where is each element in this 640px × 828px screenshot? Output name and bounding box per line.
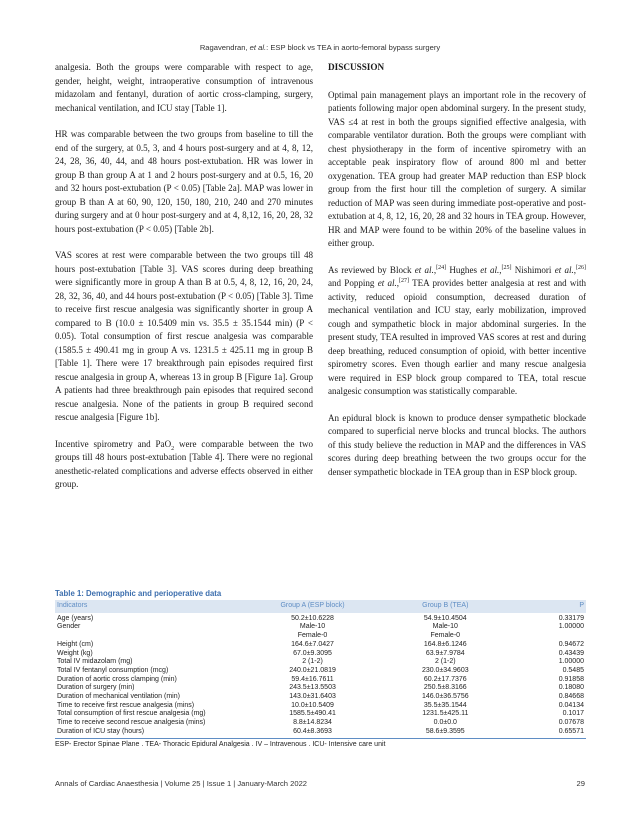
- table-cell: Time to receive first rescue analgesia (mins): [57, 701, 195, 709]
- table-row: [55, 719, 586, 728]
- table-cell: 164.6±7.0427: [291, 640, 334, 648]
- table-footnote: ESP- Erector Spinae Plane . TEA- Thoracic Epidural Analgesia . IV – Intravenous . ICU- Intensive care unit: [55, 740, 386, 748]
- right-column: [328, 61, 586, 492]
- table-cell: 10.0±10.5409: [291, 701, 334, 709]
- results-paragraph-2: HR was comparable between the two groups from baseline to till the end of the surgery, at 0.5, 3, and 4 hours post-surgery and at 4, 8, 12, 24, 28, 36, 40, 44, and 48 hours post-extubation. HR was lower in group B than group A at 1 and 2 hours post-surgery and at 0.5, 16, 20 and 32 hours post-extubation (P < 0.05) [Table 2a]. MAP was lower in group B than A at 60, 90, 120, 150, 180, 210, 240 and 270 minutes during surgery and at 0 hour post-surgery and at 4, 8,12, 16, 20, 28, 32 hours post-extubation (P < 0.05) [Table 2b].: [55, 129, 313, 234]
- demographic-table: [55, 600, 586, 739]
- table-cell: Female-0: [430, 632, 461, 640]
- table-cell: 1.00000: [558, 623, 584, 631]
- table-cell: 2 (1-2): [434, 658, 456, 666]
- table-cell: 2 (1-2): [302, 658, 323, 666]
- table-cell: Duration of ICU stay (hours): [55, 728, 246, 738]
- table-cell: Duration of mechanical ventilation (min): [57, 693, 180, 701]
- discussion-paragraph-1: Optimal pain management plays an important role in the recovery of patients following major open abdominal surgery. In the present study, VAS ≤4 at rest in both the groups signified effective analgesia, with comparable ventilator duration. Both the groups were compliant with chest physiotherapy in the form of incentive spirometry with an acceptable peak inspiratory flow of around 800 ml and better oxygenation. TEA group had greater MAP reduction than ESP block group from the first hour till the completion of surgery. A similar reduction of MAP was seen during immediate post-operative and post-extubation at 4, 8, 12, 16, 20, 28 and 32 hours in TEA group. However, HR and MAP were found to be within 20% of the baseline values in either group.: [328, 89, 586, 248]
- running-header: Ragavendran, et al.: ESP block vs TEA in aorto-femoral bypass surgery: [199, 43, 441, 52]
- header-etal: et al.: [249, 43, 267, 52]
- table-row: [55, 676, 586, 685]
- table-cell: [55, 632, 246, 641]
- table-cell: 60.2±17.7376: [423, 675, 467, 683]
- table-row: [55, 641, 586, 650]
- table-cell: 230.0±34.9603: [421, 666, 469, 674]
- table-row: [55, 667, 586, 676]
- table-row: [55, 710, 586, 719]
- header-p: P: [512, 600, 586, 613]
- table-cell: Total IV fentanyl consumption (mcg): [57, 666, 169, 674]
- header-group-a: Group A (ESP block): [246, 600, 379, 613]
- table-row: [55, 728, 586, 738]
- table-cell: 0.07678: [558, 719, 584, 727]
- table-cell: 35.5±35.1544: [423, 701, 467, 709]
- table-cell: 59.4±16.7611: [291, 675, 334, 683]
- table-cell: [512, 632, 586, 641]
- table-cell: 0.33179: [558, 614, 584, 622]
- table-cell: 164.8±6.1246: [423, 640, 467, 648]
- left-column: [55, 61, 313, 505]
- table-cell: Male-10: [432, 623, 458, 631]
- table-cell: Gender: [57, 623, 81, 631]
- table-cell: 58.6±9.3595: [379, 728, 512, 738]
- table-cell: Weight (kg): [57, 649, 93, 657]
- table-cell: 0.0±0.0: [433, 719, 457, 727]
- table-title: Table 1: Demographic and perioperative data: [55, 589, 222, 598]
- table-row: [55, 684, 586, 693]
- table-cell: 0.84668: [558, 693, 584, 701]
- table-cell: 0.04134: [558, 701, 584, 709]
- header-indicators: Indicators: [55, 600, 246, 613]
- table-row: [55, 702, 586, 711]
- table-row: [55, 613, 586, 624]
- table-body: [55, 613, 586, 738]
- table-cell: Age (years): [57, 614, 94, 622]
- table-row: [55, 658, 586, 667]
- table-cell: Duration of surgery (min): [57, 684, 135, 692]
- header-group-b: Group B (TEA): [379, 600, 512, 613]
- table-cell: 0.94672: [558, 640, 584, 648]
- table-cell: Height (cm): [57, 640, 94, 648]
- table-cell: 67.0±9.3095: [293, 649, 332, 657]
- table-cell: 0.1017: [562, 710, 584, 718]
- results-paragraph-1: analgesia. Both the groups were comparable with respect to age, gender, height, weight, intraoperative consumption of intravenous midazolam and fentanyl, duration of aortic cross-clamping, surgery, mechanical ventilation, and ICU stay [Table 1].: [55, 62, 313, 113]
- table-cell: 250.5±8.3166: [423, 684, 467, 692]
- table-cell: Female-0: [297, 632, 328, 640]
- table-cell: 0.18080: [558, 684, 584, 692]
- results-paragraph-4: Incentive spirometry and PaO$_2$ were comparable between the two groups till 48 hours post-extubation [Table 4]. There were no regional anesthetic-related complications and adverse effects observed in either group.: [55, 438, 313, 489]
- table-cell: Total IV midazolam (mg): [57, 658, 133, 666]
- table-cell: 63.9±7.9784: [425, 649, 465, 657]
- table-cell: Male-10: [299, 623, 326, 631]
- table-cell: 0.5485: [562, 666, 584, 674]
- table-cell: 0.43439: [558, 649, 584, 657]
- table-cell: 1231.5±425.11: [422, 710, 469, 718]
- table-cell: 1.00000: [558, 658, 584, 666]
- table-cell: 143.0±31.6403: [289, 693, 336, 701]
- discussion-paragraph-2: As reviewed by Block et al.,[24] Hughes et al.,[25] Nishimori et al.,[26] and Popping et al.,[27] TEA provides better analgesia at rest and with activity, reduced opioid consumption, decreased duration of mechanical ventilation and ICU stay, early mobilization, improved cough and sympathetic block in major abdominal surgeries. In the present study, TEA resulted in improved VAS scores at rest and during deep breathing, reduced consumption of opioid, with better incentive spirometry scores. Even though earlier and many rescue analgesia were required in ESP block group compared to TEA, total rescue analgesic consumption was statistically comparable.: [328, 264, 587, 396]
- page-number: 29: [576, 779, 585, 788]
- table-row: [55, 632, 586, 641]
- table-cell: 243.5±13.5503: [289, 684, 336, 692]
- table-header-row: [55, 600, 586, 613]
- table-cell: 240.0±21.0819: [289, 666, 336, 674]
- table-cell: 0.91858: [558, 675, 584, 683]
- table-cell: 0.65571: [512, 728, 586, 738]
- table-row: [55, 650, 586, 659]
- journal-info: Annals of Cardiac Anaesthesia | Volume 25 | Issue 1 | January-March 2022: [55, 779, 308, 788]
- discussion-heading: DISCUSSION: [328, 62, 385, 72]
- discussion-paragraph-3: An epidural block is known to produce denser sympathetic blockade compared to superficial nerve blocks and truncal blocks. The authors of this study believe the reduction in MAP and the differences in VAS scores during deep breathing between the two groups occur for the denser sympathetic blockade in TEA group than in ESP block group.: [328, 412, 586, 477]
- table-1: [55, 589, 586, 748]
- table-row: [55, 693, 586, 702]
- table-cell: Time to receive second rescue analgesia (mins): [57, 719, 206, 727]
- table-cell: 8.8±14.8234: [293, 719, 332, 727]
- table-cell: Total consumption of first rescue analgesia (mg): [57, 710, 206, 718]
- table-row: [55, 623, 586, 632]
- table-cell: 54.9±10.4504: [423, 614, 467, 622]
- table-cell: 50.2±10.6228: [291, 614, 334, 622]
- table-cell: 146.0±36.5756: [421, 693, 469, 701]
- table-cell: Duration of aortic cross clamping (min): [57, 675, 177, 683]
- table-cell: 1585.5±490.41: [289, 710, 336, 718]
- page-footer: [55, 779, 585, 788]
- results-paragraph-3: VAS scores at rest were comparable between the two groups till 48 hours post-extubation [Table 3]. VAS scores during deep breathing were significantly more in group A than B at 0.5, 4, 8, 12, 16, 20, 24, 28, 32, 36, 40, and 44 hours post-extubation (P < 0.05) [Table 3]. Time to receive first rescue analgesia was significantly shorter in group A compared to B (10.0 ± 10.5409 min vs. 35.5 ± 35.1544 min) (P < 0.05). Total consumption of first rescue analgesia was comparable (1585.5 ± 490.41 mg in group A vs. 1231.5 ± 425.11 mg in group B [Table 1]. There were 17 breakthrough pain episodes required first rescue analgesia in group A, whereas 13 in group B [Figure 1a]. Group A patients had three breakthrough pain episodes that required second rescue analgesia. None of the patients in group B required second rescue analgesia [Figure 1b].: [55, 250, 313, 422]
- table-cell: 60.4±8.3693: [246, 728, 379, 738]
